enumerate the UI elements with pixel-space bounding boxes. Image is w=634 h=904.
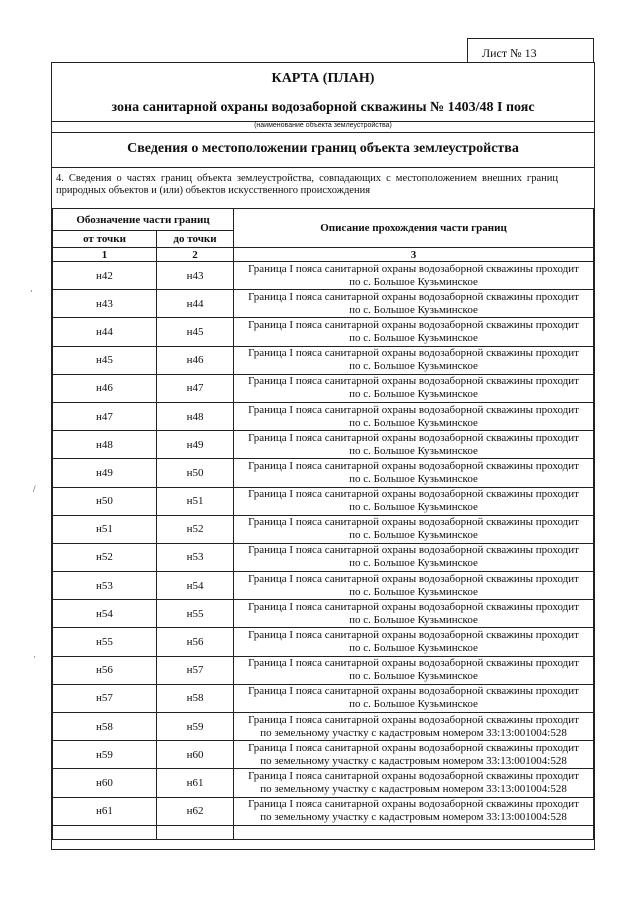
to-point: н53 bbox=[157, 543, 234, 571]
to-point: н48 bbox=[157, 402, 234, 430]
to-point: н47 bbox=[157, 374, 234, 402]
to-point: н62 bbox=[157, 797, 234, 825]
boundary-description bbox=[234, 346, 594, 374]
description-line-2: по с. Большое Кузьминское bbox=[349, 698, 478, 711]
boundary-description bbox=[234, 543, 594, 571]
divider bbox=[52, 132, 594, 133]
description-line-2: по с. Большое Кузьминское bbox=[349, 472, 478, 485]
boundary-description bbox=[234, 741, 594, 769]
header-group: Обозначение части границ bbox=[53, 209, 234, 231]
description-line-1: Граница I пояса санитарной охраны водозаборной скважины проходит bbox=[248, 798, 579, 811]
boundary-description bbox=[234, 374, 594, 402]
column-number-2: 2 bbox=[157, 248, 234, 262]
boundary-description bbox=[234, 628, 594, 656]
to-point: н55 bbox=[157, 600, 234, 628]
table-row bbox=[53, 628, 594, 656]
boundary-table bbox=[52, 208, 594, 840]
margin-mark: · bbox=[33, 652, 36, 662]
from-point: н52 bbox=[53, 543, 157, 571]
sheet-number: Лист № 13 bbox=[467, 38, 594, 63]
table-row bbox=[53, 741, 594, 769]
from-point: н44 bbox=[53, 318, 157, 346]
description-line-2: по с. Большое Кузьминское bbox=[349, 416, 478, 429]
boundary-description bbox=[234, 600, 594, 628]
to-point: н59 bbox=[157, 713, 234, 741]
boundary-description bbox=[234, 318, 594, 346]
to-point: н50 bbox=[157, 459, 234, 487]
margin-mark: · bbox=[30, 286, 33, 296]
table-row bbox=[53, 402, 594, 430]
from-point: н58 bbox=[53, 713, 157, 741]
description-line-1: Граница I пояса санитарной охраны водозаборной скважины проходит bbox=[248, 685, 579, 698]
description-line-1: Граница I пояса санитарной охраны водозаборной скважины проходит bbox=[248, 629, 579, 642]
description-line-1: Граница I пояса санитарной охраны водозаборной скважины проходит bbox=[248, 516, 579, 529]
description-line-1: Граница I пояса санитарной охраны водозаборной скважины проходит bbox=[248, 713, 579, 726]
to-point: н49 bbox=[157, 431, 234, 459]
description-line-2: по с. Большое Кузьминское bbox=[349, 529, 478, 542]
description-line-1: Граница I пояса санитарной охраны водозаборной скважины проходит bbox=[248, 544, 579, 557]
from-point: н45 bbox=[53, 346, 157, 374]
description-line-1: Граница I пояса санитарной охраны водозаборной скважины проходит bbox=[248, 572, 579, 585]
to-point: н57 bbox=[157, 656, 234, 684]
document-title: КАРТА (ПЛАН) bbox=[271, 71, 375, 86]
from-point: н56 bbox=[53, 656, 157, 684]
to-point: н46 bbox=[157, 346, 234, 374]
to-point: н43 bbox=[157, 262, 234, 290]
table-row bbox=[53, 459, 594, 487]
boundary-description bbox=[234, 769, 594, 797]
boundary-description bbox=[234, 402, 594, 430]
to-point: н44 bbox=[157, 290, 234, 318]
description-line-2: по с. Большое Кузьминское bbox=[349, 557, 478, 570]
from-point: н50 bbox=[53, 487, 157, 515]
description-line-1: Граница I пояса санитарной охраны водозаборной скважины проходит bbox=[248, 459, 579, 472]
table-row bbox=[53, 572, 594, 600]
description-line-1: Граница I пояса санитарной охраны водозаборной скважины проходит bbox=[248, 347, 579, 360]
table-row bbox=[53, 346, 594, 374]
from-point: н43 bbox=[53, 290, 157, 318]
description-line-2: по земельному участку с кадастровым номером 33:13:001004:528 bbox=[260, 782, 567, 795]
description-line-2: по с. Большое Кузьминское bbox=[349, 585, 478, 598]
boundary-description bbox=[234, 262, 594, 290]
from-point: н59 bbox=[53, 741, 157, 769]
from-point: н53 bbox=[53, 572, 157, 600]
table-row bbox=[53, 290, 594, 318]
from-point: н55 bbox=[53, 628, 157, 656]
to-point: н54 bbox=[157, 572, 234, 600]
boundary-description bbox=[234, 656, 594, 684]
description-line-2: по с. Большое Кузьминское bbox=[349, 275, 478, 288]
from-point: н42 bbox=[53, 262, 157, 290]
from-point: н57 bbox=[53, 684, 157, 712]
description-line-1: Граница I пояса санитарной охраны водозаборной скважины проходит bbox=[248, 403, 579, 416]
table-row bbox=[53, 769, 594, 797]
boundary-description bbox=[234, 572, 594, 600]
description-line-2: по с. Большое Кузьминское bbox=[349, 501, 478, 514]
table-row bbox=[53, 600, 594, 628]
section-note: 4. Сведения о частях границ объекта землеустройства, совпадающих с местоположением внешних границ природных объектов и (или) объектов искусственного происхождения bbox=[56, 173, 558, 196]
description-line-1: Граница I пояса санитарной охраны водозаборной скважины проходит bbox=[248, 657, 579, 670]
divider bbox=[52, 167, 594, 168]
document-frame bbox=[51, 62, 595, 850]
description-line-1: Граница I пояса санитарной охраны водозаборной скважины проходит bbox=[248, 741, 579, 754]
from-point: н47 bbox=[53, 402, 157, 430]
from-point: н54 bbox=[53, 600, 157, 628]
boundary-description bbox=[234, 487, 594, 515]
to-point: н60 bbox=[157, 741, 234, 769]
description-line-2: по с. Большое Кузьминское bbox=[349, 444, 478, 457]
description-line-2: по земельному участку с кадастровым номером 33:13:001004:528 bbox=[260, 811, 567, 824]
section-title: Сведения о местоположении границ объекта землеустройства bbox=[127, 141, 519, 156]
boundary-description bbox=[234, 713, 594, 741]
table-row bbox=[53, 515, 594, 543]
header-description: Описание прохождения части границ bbox=[234, 209, 594, 248]
boundary-description bbox=[234, 459, 594, 487]
table-row bbox=[53, 318, 594, 346]
header-to-point: до точки bbox=[157, 231, 234, 248]
column-number-1: 1 bbox=[53, 248, 157, 262]
margin-mark: / bbox=[33, 484, 36, 494]
description-line-2: по с. Большое Кузьминское bbox=[349, 360, 478, 373]
description-line-2: по с. Большое Кузьминское bbox=[349, 642, 478, 655]
table-row bbox=[53, 262, 594, 290]
description-line-1: Граница I пояса санитарной охраны водозаборной скважины проходит bbox=[248, 318, 579, 331]
to-point: н58 bbox=[157, 684, 234, 712]
boundary-description bbox=[234, 515, 594, 543]
description-line-1: Граница I пояса санитарной охраны водозаборной скважины проходит bbox=[248, 431, 579, 444]
from-point: н49 bbox=[53, 459, 157, 487]
from-point: н46 bbox=[53, 374, 157, 402]
to-point: н51 bbox=[157, 487, 234, 515]
from-point: н48 bbox=[53, 431, 157, 459]
to-point: н45 bbox=[157, 318, 234, 346]
boundary-description bbox=[234, 431, 594, 459]
boundary-description bbox=[234, 797, 594, 825]
from-point: н60 bbox=[53, 769, 157, 797]
table-row bbox=[53, 543, 594, 571]
table-row bbox=[53, 713, 594, 741]
description-line-2: по земельному участку с кадастровым номером 33:13:001004:528 bbox=[260, 726, 567, 739]
boundary-description bbox=[234, 290, 594, 318]
description-line-1: Граница I пояса санитарной охраны водозаборной скважины проходит bbox=[248, 488, 579, 501]
table-row bbox=[53, 374, 594, 402]
table-row bbox=[53, 797, 594, 825]
from-point: н61 bbox=[53, 797, 157, 825]
table-row bbox=[53, 487, 594, 515]
description-line-1: Граница I пояса санитарной охраны водозаборной скважины проходит bbox=[248, 769, 579, 782]
subtitle-caption: (наименование объекта землеустройства) bbox=[254, 122, 392, 129]
description-line-2: по с. Большое Кузьминское bbox=[349, 670, 478, 683]
description-line-2: по с. Большое Кузьминское bbox=[349, 388, 478, 401]
table-row bbox=[53, 656, 594, 684]
to-point: н61 bbox=[157, 769, 234, 797]
description-line-1: Граница I пояса санитарной охраны водозаборной скважины проходит bbox=[248, 600, 579, 613]
description-line-2: по с. Большое Кузьминское bbox=[349, 303, 478, 316]
from-point: н51 bbox=[53, 515, 157, 543]
to-point: н56 bbox=[157, 628, 234, 656]
empty-row bbox=[53, 825, 594, 839]
column-number-3: 3 bbox=[234, 248, 594, 262]
description-line-1: Граница I пояса санитарной охраны водозаборной скважины проходит bbox=[248, 262, 579, 275]
description-line-2: по земельному участку с кадастровым номером 33:13:001004:528 bbox=[260, 754, 567, 767]
document-subtitle: зона санитарной охраны водозаборной скважины № 1403/48 I пояс bbox=[111, 100, 535, 115]
description-line-2: по с. Большое Кузьминское bbox=[349, 331, 478, 344]
description-line-1: Граница I пояса санитарной охраны водозаборной скважины проходит bbox=[248, 375, 579, 388]
description-line-1: Граница I пояса санитарной охраны водозаборной скважины проходит bbox=[248, 290, 579, 303]
table-row bbox=[53, 431, 594, 459]
description-line-2: по с. Большое Кузьминское bbox=[349, 613, 478, 626]
to-point: н52 bbox=[157, 515, 234, 543]
header-from-point: от точки bbox=[53, 231, 157, 248]
boundary-description bbox=[234, 684, 594, 712]
table-row bbox=[53, 684, 594, 712]
